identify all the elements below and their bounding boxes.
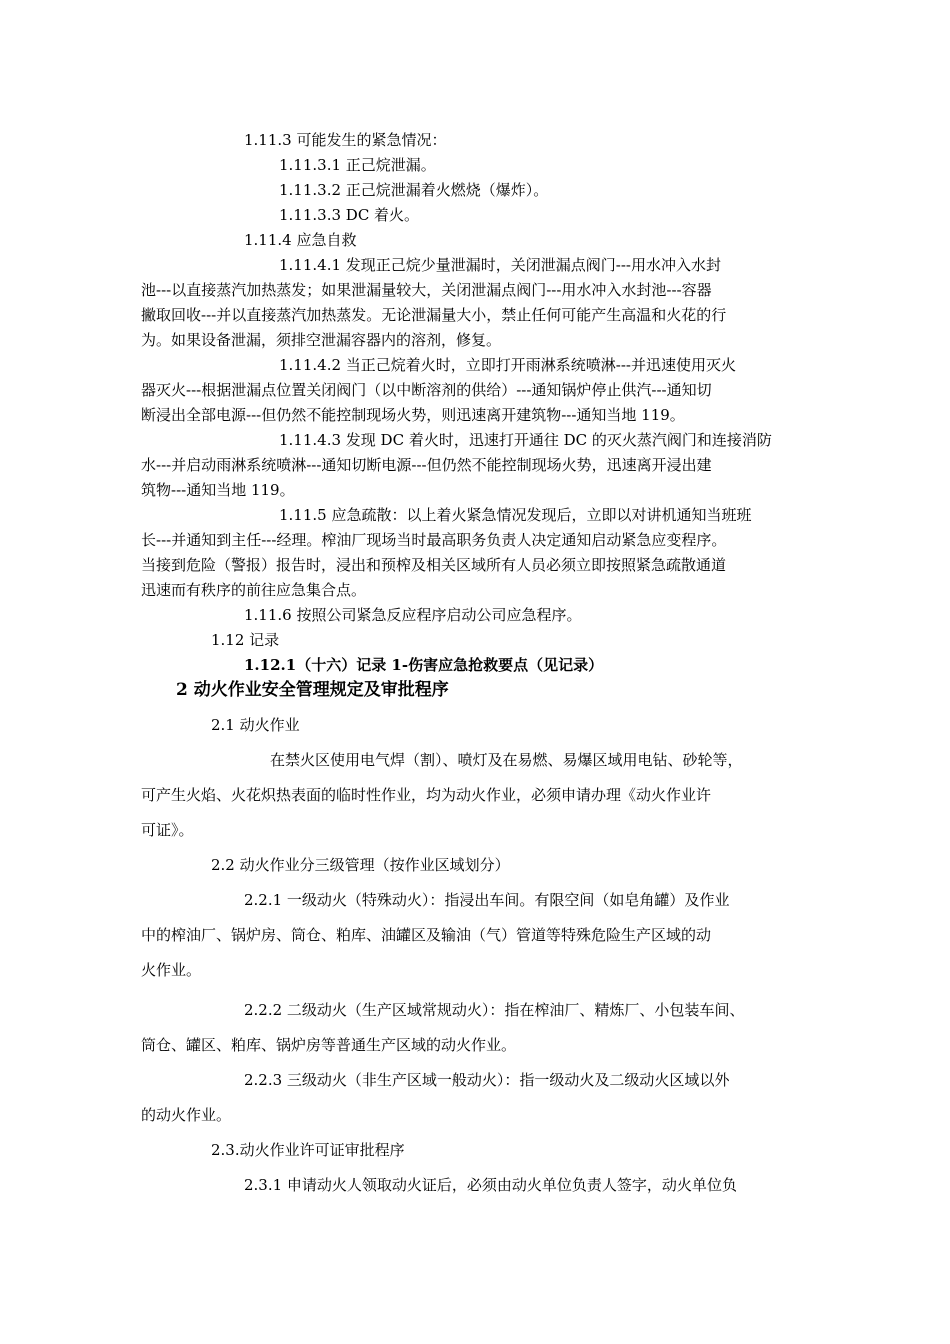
item-1-12-1: 1.12.1（十六）记录 1-伤害应急抢救要点（见记录） [244, 656, 604, 674]
para-1-11-5-line2: 长---并通知到主任---经理。榨油厂现场当时最高职务负责人决定通知启动紧急应变程序。 [141, 531, 727, 549]
para-2-3-1-line1: 2.3.1 申请动火人领取动火证后，必须由动火单位负责人签字，动火单位负 [244, 1176, 737, 1194]
para-1-11-4-3-line3: 筑物---通知当地 119。 [141, 481, 295, 499]
para-2-2-1-line1: 2.2.1 一级动火（特殊动火）：指浸出车间。有限空间（如皂角罐）及作业 [244, 891, 730, 909]
para-2-2-1-line3: 火作业。 [141, 961, 202, 979]
section-1-11-4: 1.11.4 应急自救 [244, 231, 357, 249]
item-1-11-3-2: 1.11.3.2 正己烷泄漏着火燃烧（爆炸）。 [279, 181, 549, 199]
section-2-2: 2.2 动火作业分三级管理（按作业区域划分） [211, 856, 510, 874]
item-1-11-3-1: 1.11.3.1 正己烷泄漏。 [279, 156, 436, 174]
chapter-2-heading: 2 动火作业安全管理规定及审批程序 [176, 680, 449, 700]
para-1-11-4-2-line1: 1.11.4.2 当正己烷着火时，立即打开雨淋系统喷淋---并迅速使用灭火 [279, 356, 736, 374]
section-2-3: 2.3.动火作业许可证审批程序 [211, 1141, 405, 1159]
section-2-1: 2.1 动火作业 [211, 716, 300, 734]
para-2-1-line2: 可产生火焰、火花炽热表面的临时性作业，均为动火作业，必须申请办理《动火作业许 [141, 786, 712, 804]
para-1-11-5-line1: 1.11.5 应急疏散：以上着火紧急情况发现后，立即以对讲机通知当班班 [279, 506, 752, 524]
para-2-2-1-line2: 中的榨油厂、锅炉房、筒仓、粕库、油罐区及输油（气）管道等特殊危险生产区域的动 [141, 926, 712, 944]
para-2-1-line1: 在禁火区使用电气焊（割）、喷灯及在易燃、易爆区域用电钻、砂轮等， [270, 751, 743, 769]
item-1-11-3-3: 1.11.3.3 DC 着火。 [279, 206, 420, 224]
section-1-12: 1.12 记录 [211, 631, 280, 649]
section-1-11-6: 1.11.6 按照公司紧急反应程序启动公司应急程序。 [244, 606, 582, 624]
para-1-11-5-line4: 迅速而有秩序的前往应急集合点。 [141, 581, 367, 599]
para-2-2-3-line1: 2.2.3 三级动火（非生产区域一般动火）：指一级动火及二级动火区域以外 [244, 1071, 730, 1089]
para-2-2-3-line2: 的动火作业。 [141, 1106, 232, 1124]
para-1-11-4-1-line3: 撇取回收---并以直接蒸汽加热蒸发。无论泄漏量大小，禁止任何可能产生高温和火花的行 [141, 306, 727, 324]
para-1-11-5-line3: 当接到危险（警报）报告时，浸出和预榨及相关区域所有人员必须立即按照紧急疏散通道 [141, 556, 727, 574]
para-1-11-4-2-line2: 器灭火---根据泄漏点位置关闭阀门（以中断溶剂的供给）---通知锅炉停止供汽---通知切 [141, 381, 712, 399]
para-2-2-2-line2: 筒仓、罐区、粕库、锅炉房等普通生产区域的动火作业。 [141, 1036, 517, 1054]
para-1-11-4-3-line2: 水---并启动雨淋系统喷淋---通知切断电源---但仍然不能控制现场火势，迅速离开浸出建 [141, 456, 712, 474]
section-1-11-3: 1.11.3 可能发生的紧急情况： [244, 131, 447, 149]
para-1-11-4-1-line4: 为。如果设备泄漏，须排空泄漏容器内的溶剂，修复。 [141, 331, 502, 349]
para-2-1-line3: 可证》。 [141, 821, 194, 839]
para-1-11-4-3-line1: 1.11.4.3 发现 DC 着火时，迅速打开通往 DC 的灭火蒸汽阀门和连接消防 [279, 431, 772, 449]
para-2-2-2-line1: 2.2.2 二级动火（生产区域常规动火）：指在榨油厂、精炼厂、小包装车间、 [244, 1001, 745, 1019]
para-1-11-4-1-line1: 1.11.4.1 发现正己烷少量泄漏时，关闭泄漏点阀门---用水冲入水封 [279, 256, 721, 274]
para-1-11-4-2-line3: 断浸出全部电源---但仍然不能控制现场火势，则迅速离开建筑物---通知当地 119。 [141, 406, 685, 424]
para-1-11-4-1-line2: 池---以直接蒸汽加热蒸发；如果泄漏量较大，关闭泄漏点阀门---用水冲入水封池---容器 [141, 281, 712, 299]
